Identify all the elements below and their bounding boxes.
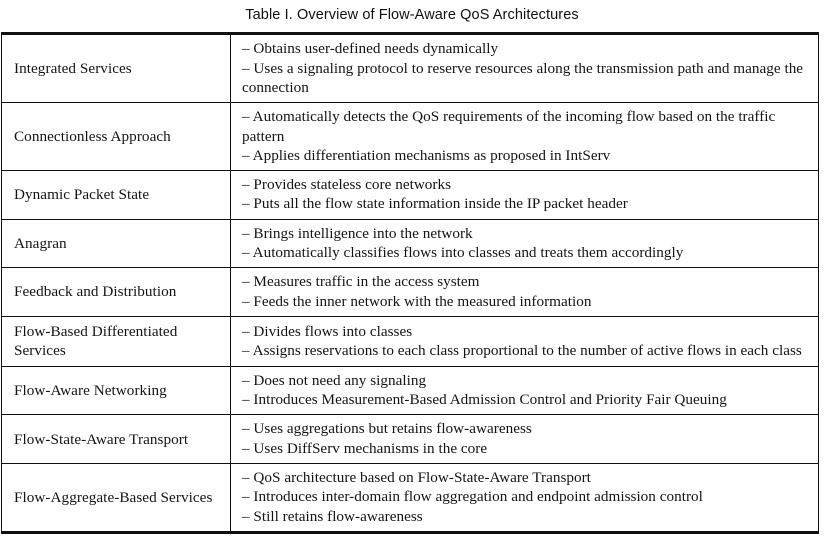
architecture-description: [231, 415, 819, 464]
description-bullet: – Brings intelligence into the network: [242, 224, 473, 242]
architecture-name: Flow-Aggregate-Based Services: [2, 464, 231, 533]
description-bullet: – Divides flows into classes: [242, 322, 413, 340]
architecture-description: [231, 316, 819, 366]
table-row: [2, 415, 819, 464]
architecture-description: [231, 464, 819, 533]
description-bullet: – Feeds the inner network with the measured information: [242, 292, 592, 310]
architecture-description: [231, 219, 819, 268]
architecture-name: Feedback and Distribution: [2, 268, 231, 317]
description-bullet: – Uses a signaling protocol to reserve resources along the transmission path and manage the connection: [242, 59, 804, 96]
description-bullet: – Obtains user-defined needs dynamically: [242, 40, 499, 58]
description-bullet: – Puts all the flow state information inside the IP packet header: [242, 195, 628, 213]
architecture-description: [231, 366, 819, 415]
description-bullet: – Measures traffic in the access system: [242, 273, 480, 291]
description-bullet: – Automatically classifies flows into classes and treats them accordingly: [242, 244, 684, 262]
architecture-description: [231, 268, 819, 317]
architecture-name: Dynamic Packet State: [2, 171, 231, 220]
description-bullet: – QoS architecture based on Flow-State-Aware Transport: [242, 469, 591, 487]
description-bullet: – Does not need any signaling: [242, 371, 427, 389]
description-bullet: – Automatically detects the QoS requirements of the incoming flow based on the traffic pattern: [242, 108, 776, 145]
description-bullet: – Introduces inter-domain flow aggregation and endpoint admission control: [242, 488, 703, 506]
architecture-name: Flow-Based Differentiated Services: [2, 316, 231, 366]
table-row: [2, 268, 819, 317]
table-body: [2, 34, 819, 533]
description-bullet: – Applies differentiation mechanisms as proposed in IntServ: [242, 146, 611, 164]
description-bullet: – Still retains flow-awareness: [242, 507, 423, 525]
description-bullet: – Assigns reservations to each class proportional to the number of active flows in each class: [242, 341, 802, 359]
architecture-name: Connectionless Approach: [2, 103, 231, 171]
description-bullet: – Introduces Measurement-Based Admission Control and Priority Fair Queuing: [242, 391, 727, 409]
description-bullet: – Provides stateless core networks: [242, 176, 452, 194]
description-bullet: – Uses DiffServ mechanisms in the core: [242, 439, 488, 457]
architecture-name: Flow-Aware Networking: [2, 366, 231, 415]
architecture-name: Anagran: [2, 219, 231, 268]
table-row: [2, 34, 819, 103]
table-row: [2, 219, 819, 268]
architecture-name: Flow-State-Aware Transport: [2, 415, 231, 464]
table-row: [2, 171, 819, 220]
table-row: [2, 316, 819, 366]
architecture-description: [231, 171, 819, 220]
description-bullet: – Uses aggregations but retains flow-awareness: [242, 420, 532, 438]
table-row: [2, 464, 819, 533]
table-caption: Table I. Overview of Flow-Aware QoS Architectures: [245, 7, 579, 23]
table-row: [2, 103, 819, 171]
architecture-description: [231, 34, 819, 103]
architecture-description: [231, 103, 819, 171]
table-row: [2, 366, 819, 415]
qos-architectures-table: [1, 32, 819, 534]
architecture-name: Integrated Services: [2, 34, 231, 103]
